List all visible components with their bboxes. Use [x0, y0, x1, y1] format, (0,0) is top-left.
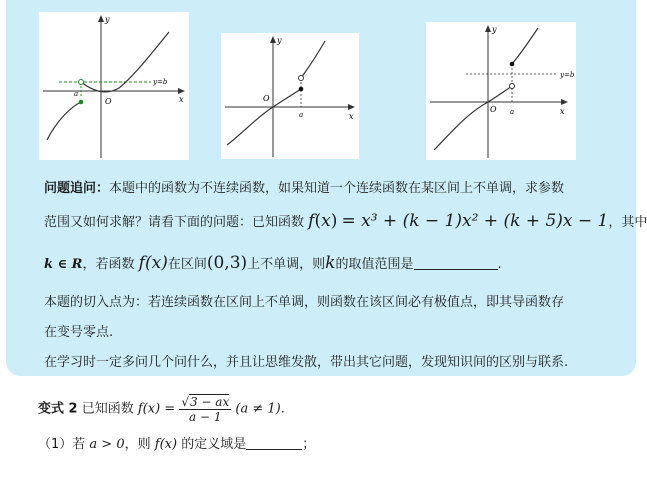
part1-mid: ，则: [124, 437, 151, 452]
k-condition: k ∈ R: [44, 257, 83, 272]
k-variable: k: [325, 253, 336, 273]
y-axis-arrow: [485, 25, 491, 32]
insight-line-1: 本题的切入点为：若连续函数在区间上不单调，则函数在该区间必有极值点，即其导函数存: [44, 295, 565, 310]
question-line-2: [44, 212, 647, 232]
variant-part-1: [38, 436, 315, 454]
open-point: [79, 80, 84, 85]
insight-line-3: 在学习时一定多问几个问什么，并且让思维发散，带出其它问题，发现知识间的区别与联系.: [44, 355, 569, 370]
curve-right: [512, 28, 538, 64]
y-axis-arrow: [270, 36, 276, 43]
question-line-1: [44, 180, 564, 198]
graph-1: [39, 12, 189, 160]
graph-3: [426, 22, 576, 160]
variant-title-line: [38, 394, 285, 424]
closed-point: [299, 87, 304, 92]
open-point: [510, 84, 515, 89]
label-x: x: [560, 107, 565, 116]
question-line-2-pre: 范围又如何求解？请看下面的问题：已知函数: [44, 215, 305, 230]
answer-blank[interactable]: [414, 269, 498, 270]
graph-1-svg: [39, 12, 189, 160]
function-name: f: [308, 211, 315, 231]
variant-end: .: [280, 401, 285, 417]
part1-post: 的定义域是: [181, 437, 247, 452]
variant-condition: (a ≠ 1): [235, 401, 281, 417]
part1-number: （1）若: [38, 437, 86, 452]
label-y: y: [492, 25, 497, 34]
interval: (0,3): [206, 253, 248, 273]
fraction-denominator: a − 1: [189, 410, 222, 424]
variant-title: 变式 2: [38, 401, 78, 417]
question-line-3-end: .: [497, 257, 502, 272]
label-b: y=b: [153, 78, 168, 86]
curve-right: [301, 41, 325, 78]
label-x: x: [179, 95, 184, 104]
label-b: y=b: [560, 71, 575, 79]
x-axis-arrow: [178, 88, 185, 94]
label-a: a: [299, 111, 304, 119]
label-x: x: [349, 112, 354, 121]
label-a: a: [510, 108, 515, 116]
variant-intro: 已知函数: [81, 401, 134, 417]
label-o: O: [490, 105, 497, 114]
question-line-1-text: 本题中的函数为不连续函数，如果知道一个连续函数在某区间上不单调，求参数: [109, 181, 565, 196]
question-line-3: [44, 254, 502, 274]
insight-line-2: 在变号零点.: [44, 325, 114, 340]
curve-left: [434, 86, 515, 150]
y-axis-arrow: [98, 15, 104, 22]
label-a: a: [74, 90, 79, 98]
question-heading: 问题追问：: [44, 181, 110, 196]
question-line-3-a: ，若函数: [82, 257, 135, 272]
variant-fraction: [179, 394, 231, 424]
closed-point: [510, 62, 515, 67]
graph-2-svg: [221, 33, 359, 159]
part1-function: f(x): [154, 437, 178, 452]
label-o: O: [105, 97, 112, 106]
open-point: [299, 76, 304, 81]
part1-condition: a > 0: [89, 437, 125, 452]
question-line-2-post: ，其中: [608, 215, 647, 230]
paren-open: (: [314, 211, 322, 231]
paren-close: ): [330, 211, 338, 231]
closed-point: [79, 100, 84, 105]
function-rhs: = x³ + (k − 1)x² + (k + 5)x − 1: [341, 211, 609, 231]
question-line-3-b: 在区间: [167, 257, 207, 272]
label-y: y: [277, 36, 282, 45]
curve-left: [47, 102, 81, 140]
function-arg: x: [321, 211, 331, 231]
highlight-panel: [6, 0, 647, 376]
x-axis-arrow: [348, 104, 355, 110]
part1-end: ；: [302, 437, 316, 452]
label-o: O: [263, 94, 270, 103]
fraction-numerator: √3 − ax: [181, 395, 230, 409]
question-line-3-d: 的取值范围是: [335, 257, 414, 272]
variant-function: f(x) =: [137, 401, 176, 417]
function-f-x: f(x): [138, 253, 168, 273]
graph-3-svg: [426, 22, 576, 160]
part1-answer-blank[interactable]: [246, 449, 302, 450]
question-line-3-c: 上不单调，则: [247, 257, 326, 272]
label-y: y: [105, 15, 110, 24]
x-axis-arrow: [561, 99, 568, 105]
graph-2: [221, 33, 359, 159]
